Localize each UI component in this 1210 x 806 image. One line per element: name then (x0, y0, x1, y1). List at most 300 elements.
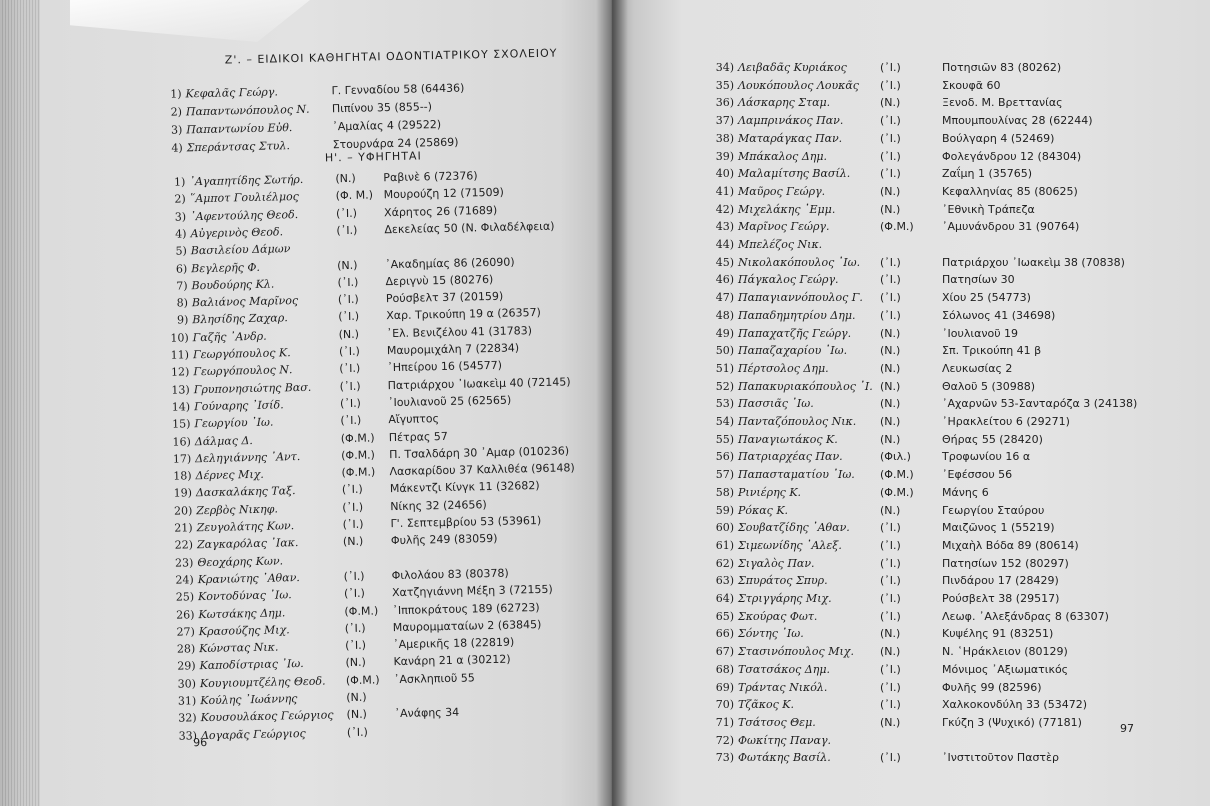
entry-faculty-tag: (Ν.) (338, 327, 360, 341)
entry-number: 39) (715, 149, 734, 163)
entry-name: Μιχελάκης ᾽Εμμ. (738, 202, 836, 216)
entry-address: Βούλγαρη 4 (52469) (942, 131, 1055, 145)
entry-number: 30) (177, 676, 197, 691)
entry-address: ᾽Αμαλίας 4 (29522) (332, 117, 442, 134)
page-number-left: 96 (193, 736, 208, 750)
entry-number: 38) (715, 131, 734, 145)
entry-address: Κανάρη 21 α (30212) (393, 653, 511, 669)
entry-number: 57) (715, 468, 734, 482)
entry-number: 61) (715, 538, 734, 552)
entry-number: 20) (173, 503, 193, 518)
entry-faculty-tag: (Ν.) (880, 379, 901, 393)
entry-address: ᾽Ανάφης 34 (394, 706, 460, 721)
entry-number: 32) (178, 711, 197, 725)
entry-address: Φυλῆς 249 (83059) (390, 532, 498, 548)
entry-faculty-tag: (᾽Ι.) (880, 609, 901, 623)
entry-address: Μουρούζη 12 (71509) (383, 185, 505, 202)
entry-faculty-tag: (Φ.Μ.) (880, 468, 914, 482)
entry-address: ᾽Εθνικὴ Τράπεζα (942, 202, 1035, 216)
entry-address: Γεωργίου Σταύρου (942, 503, 1045, 517)
entry-number: 3) (170, 123, 183, 137)
entry-faculty-tag: (Φιλ.) (880, 450, 911, 464)
entry-faculty-tag: (Ν.) (880, 415, 901, 428)
entry-address: Λασκαρίδου 37 Καλλιθέα (96148) (389, 461, 575, 479)
entry-faculty-tag: (᾽Ι.) (880, 680, 901, 694)
entry-faculty-tag: (᾽Ι.) (337, 275, 359, 289)
entry-name: Κουσουλάκος Γεώργιος (200, 708, 334, 725)
entry-name: Γούναρης ᾽Ισίδ. (193, 398, 284, 414)
entry-number: 45) (715, 255, 734, 269)
entry-name: Μπάκαλος Δημ. (738, 149, 827, 163)
entry-number: 68) (715, 662, 734, 676)
entry-faculty-tag: (᾽Ι.) (339, 362, 361, 376)
entry-name: Φωτάκης Βασίλ. (738, 751, 831, 765)
entry-number: 53) (715, 397, 734, 411)
entry-address: ᾽Ιουλιανοῦ 25 (62565) (387, 393, 512, 410)
entry-faculty-tag: (᾽Ι.) (345, 638, 367, 653)
entry-number: 17) (172, 452, 192, 466)
entry-address: Σκουφᾶ 60 (942, 78, 1001, 92)
entry-number: 65) (715, 609, 734, 623)
entry-address: Πατησίων 152 (80297) (942, 556, 1069, 570)
entry-name: Κοντοδύνας ᾽Ιω. (197, 588, 292, 604)
entry-name: Σιμεωνίδης ᾽Αλεξ. (738, 538, 842, 552)
entry-address: Ξενοδ. Μ. Βρεττανίας (942, 96, 1063, 110)
entry-number: 1) (170, 87, 182, 101)
entry-number: 16) (172, 434, 191, 449)
entry-name: Μαλαμίτσης Βασίλ. (738, 167, 851, 181)
entry-address: Πιπίνου 35 (855--) (331, 100, 433, 116)
entry-name: Ζευγολάτης Κων. (196, 519, 295, 535)
entry-name: ῞Αμποτ Γουλιέλμος (189, 190, 299, 206)
entry-faculty-tag: (Ν.) (880, 326, 901, 340)
entry-name: Τσάτσος Θεμ. (738, 715, 816, 729)
entry-name: Ζερβὸς Νικηφ. (196, 502, 279, 517)
entry-address: Χαρ. Τρικούπη 19 α (26357) (386, 306, 542, 323)
entry-number: 70) (715, 698, 734, 712)
entry-name: Βεγλερῆς Φ. (191, 260, 261, 275)
entry-faculty-tag: (᾽Ι.) (880, 698, 901, 712)
entry-address: Μόνιμος ᾽Αξιωματικός (942, 662, 1069, 676)
entry-name: Μαῦρος Γεώργ. (738, 184, 826, 198)
entry-name: ᾽Αφεντούλης Θεοδ. (189, 207, 299, 223)
entry-address: ᾽Αχαρνῶν 53-Σανταρόζα 3 (24138) (942, 397, 1138, 411)
entry-name: Πατριαρχέας Παν. (738, 450, 843, 464)
entry-faculty-tag: (᾽Ι.) (880, 255, 901, 269)
entry-number: 46) (715, 273, 734, 287)
entry-number: 36) (715, 96, 734, 110)
entry-number: 35) (715, 78, 734, 92)
entry-address: Μαυρομματαίων 2 (63845) (392, 617, 542, 634)
entry-address: ᾽Ιπποκράτους 189 (62723) (392, 600, 540, 617)
entry-address: Ραβινὲ 6 (72376) (383, 169, 478, 185)
entry-faculty-tag: (᾽Ι.) (880, 78, 901, 92)
entry-name: Κουγιουμτζέλης Θεοδ. (199, 674, 326, 690)
entry-faculty-tag: (᾽Ι.) (880, 521, 901, 535)
entry-faculty-tag: (᾽Ι.) (337, 292, 359, 307)
entry-name: Γεωργόπουλος Ν. (193, 363, 293, 379)
subsection-title: Η'. – ΥΦΗΓΗΤΑΙ (324, 149, 422, 165)
page-number-right: 97 (1120, 722, 1134, 735)
entry-number: 7) (176, 279, 188, 293)
entry-faculty-tag: (᾽Ι.) (340, 413, 362, 428)
book-gutter (596, 0, 628, 806)
entry-address: Μαυρομιχάλη 7 (22834) (386, 341, 520, 358)
entry-name: Ματαράγκας Παν. (738, 131, 843, 145)
entry-faculty-tag: (Ν.) (337, 258, 358, 272)
entry-number: 47) (715, 291, 734, 305)
entry-number: 33) (178, 728, 198, 743)
entry-name: Σκούρας Φωτ. (738, 609, 818, 623)
entry-faculty-tag: (᾽Ι.) (880, 131, 901, 145)
entry-faculty-tag: (Φ.Μ.) (341, 448, 376, 462)
entry-address: ᾽Ελ. Βενιζέλου 41 (31783) (386, 323, 533, 340)
list-item (704, 748, 1194, 768)
entry-faculty-tag: (᾽Ι.) (339, 379, 361, 393)
entry-name: Λάσκαρης Σταμ. (738, 96, 831, 110)
section-title: Ζ'. – ΕΙΔΙΚΟΙ ΚΑΘΗΓΗΤΑΙ ΟΔΟΝΤΙΑΤΡΙΚΟΥ ΣΧΟΛΕΙΟΥ (224, 46, 558, 67)
entry-faculty-tag: (᾽Ι.) (338, 344, 360, 359)
entry-address: Λεωφ. ᾽Αλεξάνδρας 8 (63307) (942, 609, 1109, 623)
entry-number: 50) (715, 344, 734, 358)
entry-address: Στουρνάρα 24 (25869) (332, 135, 459, 152)
entry-faculty-tag: (᾽Ι.) (880, 291, 901, 305)
entry-number: 4) (171, 141, 183, 155)
entry-name: Λουκόπουλος Λουκᾶς (738, 78, 859, 92)
entry-name: Τράντας Νικόλ. (738, 680, 828, 694)
entry-number: 18) (173, 469, 192, 483)
entry-number: 58) (715, 485, 734, 499)
entry-number: 43) (715, 220, 734, 234)
entry-address: Χάρητος 26 (71689) (383, 203, 498, 219)
entry-address: Μαιζῶνος 1 (55219) (942, 521, 1055, 535)
entry-address: Ποτησιῶν 83 (80262) (942, 61, 1062, 74)
entry-number: 49) (715, 326, 734, 340)
entry-faculty-tag: (᾽Ι.) (880, 308, 901, 322)
entry-number: 15) (172, 417, 191, 431)
entry-address: Πατριάρχου ᾽Ιωακεὶμ 40 (72145) (387, 374, 571, 392)
entry-address: Μιχαὴλ Βόδα 89 (80614) (942, 538, 1079, 552)
entry-number: 56) (715, 450, 734, 464)
entry-address: Φιλολάου 83 (80378) (391, 566, 509, 583)
entry-name: Λογαρᾶς Γεώργιος (200, 726, 306, 742)
entry-number: 42) (715, 202, 734, 216)
entry-address: Νίκης 32 (24656) (390, 497, 487, 513)
entry-name: Σιγαλὸς Παν. (738, 556, 815, 570)
entry-name: Σπεράντσας Στυλ. (186, 139, 291, 155)
entry-number: 64) (715, 592, 734, 605)
entry-name: Γρυπονησιώτης Βασ. (193, 380, 312, 396)
entry-faculty-tag: (᾽Ι.) (880, 592, 901, 605)
entry-faculty-tag: (᾽Ι.) (342, 517, 364, 532)
entry-number: 60) (715, 521, 734, 535)
entry-name: Παπαζαχαρίου ᾽Ιω. (738, 344, 848, 358)
entry-name: Βασιλείου Δάμων (190, 242, 291, 258)
entry-number: 59) (715, 503, 734, 517)
entry-faculty-tag: (᾽Ι.) (880, 167, 901, 181)
entry-faculty-tag: (Ν.) (342, 535, 364, 549)
entry-name: Λαμπρινάκος Παν. (738, 114, 844, 128)
entry-address: Θήρας 55 (28420) (942, 432, 1043, 446)
entry-name: Παπασταματίου ᾽Ιω. (738, 468, 855, 482)
entry-address: Κυψέλης 91 (83251) (942, 627, 1054, 641)
entry-name: Κώνστας Νικ. (199, 640, 279, 656)
entry-number: 44) (715, 238, 734, 251)
entry-faculty-tag: (Φ.Μ.) (345, 673, 380, 687)
entry-faculty-tag: (᾽Ι.) (336, 223, 358, 238)
entry-address: Γ. Γενναδίου 58 (64436) (331, 81, 465, 98)
entry-number: 63) (715, 574, 734, 588)
entry-name: Σπυράτος Σπυρ. (738, 574, 828, 588)
entry-faculty-tag: (Φ.Μ.) (880, 485, 914, 499)
entry-address: Μπουμπουλίνας 28 (62244) (942, 114, 1093, 128)
entry-name: ᾽Αγαπητίδης Σωτήρ. (189, 172, 304, 189)
entry-name: Πάγκαλος Γεώργ. (738, 273, 839, 287)
entry-address: Ρούσβελτ 38 (29517) (942, 592, 1060, 605)
entry-number: 13) (171, 382, 190, 397)
entry-faculty-tag: (᾽Ι.) (342, 500, 364, 514)
entry-name: Κρασούζης Μιχ. (198, 623, 290, 638)
entry-name: Δέρνες Μιχ. (195, 467, 264, 483)
entry-faculty-tag: (Ν.) (880, 503, 901, 517)
entry-number: 37) (715, 114, 734, 128)
entry-address: Δεριγνὺ 15 (80276) (385, 272, 494, 288)
entry-number: 40) (715, 167, 734, 181)
entry-name: Θεοχάρης Κων. (197, 553, 284, 569)
entry-name: Φωκίτης Παναγ. (738, 733, 832, 747)
entry-name: Μαρῖνος Γεώργ. (738, 220, 830, 234)
entry-faculty-tag: (᾽Ι.) (335, 206, 358, 220)
entry-faculty-tag: (᾽Ι.) (341, 483, 363, 497)
entry-name: Γεωργίου ᾽Ιω. (194, 415, 274, 431)
entry-faculty-tag: (Ν.) (346, 707, 368, 722)
entry-number: 29) (177, 659, 196, 674)
entry-number: 2) (170, 105, 183, 119)
entry-address: Πέτρας 57 (388, 429, 448, 444)
entry-faculty-tag: (Ν.) (880, 344, 901, 358)
entry-number: 34) (715, 61, 734, 74)
entry-faculty-tag: (᾽Ι.) (338, 310, 360, 324)
entry-address: Πινδάρου 17 (28429) (942, 574, 1059, 588)
entry-name: Σουβατζίδης ᾽Αθαν. (738, 521, 850, 535)
entry-number: 52) (715, 379, 734, 393)
entry-faculty-tag: (Ν.) (880, 202, 901, 216)
entry-faculty-tag: (᾽Ι.) (880, 538, 901, 552)
entry-faculty-tag: (Ν.) (345, 656, 366, 670)
entry-name: Κούλης ᾽Ιωάννης (200, 692, 298, 708)
entry-number: 69) (715, 680, 734, 694)
entry-name: Παναγιωτάκος Κ. (738, 432, 838, 446)
entry-name: Καποδίστριας ᾽Ιω. (199, 657, 304, 673)
entry-faculty-tag: (᾽Ι.) (880, 751, 901, 765)
entry-address: Ζαΐμη 1 (35765) (942, 167, 1033, 181)
entry-faculty-tag: (᾽Ι.) (880, 61, 901, 74)
entry-address: Ν. ῾Ηράκλειον (80129) (942, 645, 1068, 659)
entry-number: 12) (170, 365, 190, 379)
entry-name: Πέρτσολος Δημ. (738, 361, 829, 375)
entry-address: ᾽Ιουλιανοῦ 19 (942, 326, 1019, 340)
entry-address: Φολεγάνδρου 12 (84304) (942, 149, 1082, 163)
entry-number: 11) (170, 348, 190, 362)
entry-faculty-tag: (Φ.Μ.) (344, 603, 379, 618)
entry-name: Πασσιᾶς ᾽Ιω. (738, 397, 814, 411)
entry-name: Αὐγερινὸς Θεοδ. (190, 225, 284, 241)
entry-faculty-tag: (Φ.Μ.) (340, 430, 375, 445)
entry-name: Παπαγιαννόπουλος Γ. (738, 291, 863, 305)
entry-address: Θαλοῦ 5 (30988) (942, 379, 1036, 393)
entry-address: Αἴγυπτος (388, 412, 440, 427)
entry-number: 27) (176, 625, 195, 639)
entry-faculty-tag: (᾽Ι.) (880, 149, 901, 163)
entry-address: ᾽Ινστιτοῦτον Παστὲρ (942, 751, 1059, 765)
entry-name: Παπακυριακόπουλος ᾽Ι. (738, 379, 873, 393)
entry-address: Π. Τσαλδάρη 30 ᾽Αμαρ (010236) (389, 444, 570, 461)
entry-faculty-tag: (Ν.) (880, 627, 901, 641)
entry-name: Νικολακόπουλος ᾽Ιω. (738, 255, 861, 269)
entry-number: 48) (715, 308, 734, 322)
entry-address: Λευκωσίας 2 (942, 361, 1013, 375)
entry-name: Τσατσάκος Δημ. (738, 662, 830, 676)
entry-name: Γεωργόπουλος Κ. (192, 346, 291, 362)
right-page (612, 0, 1210, 806)
entry-faculty-tag: (Ν.) (880, 184, 901, 198)
entry-number: 5) (175, 244, 187, 258)
entry-name: Βαλιάνος Μαρῖνος (191, 294, 299, 310)
entry-address: ᾽Ηρακλείτου 6 (29271) (942, 415, 1070, 428)
entry-faculty-tag: (Ν.) (335, 171, 356, 186)
entry-number: 72) (715, 733, 734, 747)
entry-address: ᾽Αμερικῆς 18 (22819) (393, 635, 515, 652)
entry-faculty-tag: (᾽Ι.) (346, 725, 368, 739)
entry-address: Μάνης 6 (942, 485, 989, 499)
entry-name: Λειβαδᾶς Κυριάκος (738, 61, 847, 74)
entry-name: Στασινόπουλος Μιχ. (738, 645, 854, 659)
entry-address: Πατησίων 30 (942, 273, 1015, 287)
entry-number: 31) (177, 694, 197, 708)
entry-number: 51) (715, 361, 734, 375)
entry-name: Ρόκας Κ. (738, 503, 789, 517)
entry-number: 67) (715, 645, 734, 659)
entry-number: 4) (175, 227, 187, 241)
entry-number: 2) (174, 192, 186, 206)
entry-faculty-tag: (᾽Ι.) (339, 396, 362, 411)
entry-faculty-tag: (Ν.) (880, 432, 901, 446)
entry-name: Στριγγάρης Μιχ. (738, 592, 832, 605)
entry-name: Τζᾶκος Κ. (738, 698, 794, 712)
entry-faculty-tag: (᾽Ι.) (343, 569, 365, 584)
entry-name: Μπελέζος Νικ. (738, 238, 823, 251)
entry-number: 73) (715, 751, 734, 765)
entry-faculty-tag: (Ν.) (880, 96, 901, 110)
entry-number: 28) (176, 642, 196, 656)
entry-address: Σπ. Τρικούπη 41 β (942, 344, 1042, 358)
entry-address: Μάκεντζι Κίνγκ 11 (32682) (389, 479, 540, 496)
entry-name: Δάλμας Δ. (194, 433, 253, 448)
entry-number: 26) (176, 607, 195, 622)
entry-number: 24) (175, 573, 194, 587)
entry-address: Ρούσβελτ 37 (20159) (385, 289, 504, 306)
entry-name: Σόντης ᾽Ιω. (738, 627, 804, 641)
entry-name: Ρινιέρης Κ. (738, 485, 802, 499)
entry-faculty-tag: (᾽Ι.) (880, 662, 901, 676)
entry-number: 19) (173, 486, 193, 501)
entry-faculty-tag: (᾽Ι.) (344, 621, 366, 635)
entry-address: Τροφωνίου 16 α (942, 450, 1031, 464)
entry-address: Πατριάρχου ᾽Ιωακεὶμ 38 (70838) (942, 255, 1125, 269)
entry-number: 62) (715, 556, 734, 570)
entry-faculty-tag: (Ν.) (346, 690, 367, 705)
entry-faculty-tag: (᾽Ι.) (880, 574, 901, 588)
entry-name: Βουδούρης Κλ. (191, 277, 275, 293)
entry-faculty-tag: (Ν.) (880, 361, 901, 375)
entry-address: Χατζηγιάννη Μέξη 3 (72155) (391, 582, 553, 600)
entry-faculty-tag: (Ν.) (880, 397, 901, 411)
entry-faculty-tag: (᾽Ι.) (880, 273, 901, 287)
entry-address: Χίου 25 (54773) (942, 291, 1031, 305)
entry-number: 10) (170, 331, 189, 345)
entry-name: Παπαδημητρίου Δημ. (738, 308, 856, 322)
entry-address: ᾽Ασκληπιοῦ 55 (393, 671, 475, 686)
entry-address: ᾽Εφέσσου 56 (942, 468, 1013, 482)
entry-faculty-tag: (᾽Ι.) (343, 586, 366, 601)
entry-number: 54) (715, 415, 734, 428)
entry-number: 25) (175, 590, 195, 604)
entry-name: Κεφαλᾶς Γεώργ. (185, 85, 279, 101)
entry-address: Κεφαλληνίας 85 (80625) (942, 184, 1078, 198)
entry-address: ᾽Αμυνάνδρου 31 (90764) (942, 220, 1080, 234)
entry-faculty-tag: (Φ.Μ.) (341, 465, 376, 480)
entry-address: Χαλκοκονδύλη 33 (53472) (942, 698, 1088, 712)
entry-address: ᾽Ηπείρου 16 (54577) (387, 359, 503, 375)
entry-number: 21) (174, 521, 193, 535)
entry-number: 8) (176, 296, 189, 310)
entry-faculty-tag: (Φ.Μ.) (880, 220, 914, 234)
entry-number: 22) (174, 538, 194, 552)
entry-address: Γ'. Σεπτεμβρίου 53 (53961) (390, 513, 542, 531)
entry-number: 71) (715, 715, 734, 729)
entry-name: Δασκαλάκης Ταξ. (195, 484, 296, 500)
entry-address: Φυλῆς 99 (82596) (942, 680, 1042, 694)
entry-faculty-tag: (Ν.) (880, 715, 901, 729)
entry-name: Κωτσάκης Δημ. (198, 605, 286, 621)
entry-address: Σόλωνος 41 (34698) (942, 308, 1056, 322)
entry-faculty-tag: (᾽Ι.) (880, 114, 901, 128)
entry-address: ᾽Ακαδημίας 86 (26090) (385, 254, 515, 271)
entry-number: 41) (715, 184, 734, 198)
entry-number: 14) (171, 400, 191, 414)
entry-number: 55) (715, 432, 734, 446)
entry-number: 1) (173, 175, 186, 189)
entry-name: Ζαγκαρόλας ᾽Ιακ. (196, 536, 299, 552)
entry-address: Γκύζη 3 (Ψυχικό) (77181) (942, 715, 1082, 729)
entry-number: 66) (715, 627, 734, 641)
entry-name: Παπαντωνίου Εὐθ. (186, 121, 293, 137)
entry-number: 3) (174, 209, 187, 224)
entry-name: Παπαχατζῆς Γεώργ. (738, 326, 852, 340)
entry-faculty-tag: (Φ. Μ.) (335, 188, 374, 203)
entry-name: Γαζῆς ᾽Ανδρ. (192, 329, 267, 344)
entry-name: Πανταζόπουλος Νικ. (738, 415, 857, 428)
entry-name: Βλησίδης Ζαχαρ. (192, 311, 288, 327)
entry-number: 6) (175, 261, 188, 276)
entry-name: Κρανιώτης ᾽Αθαν. (197, 570, 300, 587)
entry-address: Δεκελείας 50 (Ν. Φιλαδέλφεια) (384, 219, 555, 237)
entry-number: 9) (176, 313, 189, 327)
entry-name: Παπαντωνόπουλος Ν. (185, 102, 310, 119)
entry-faculty-tag: (Ν.) (880, 645, 901, 659)
entry-name: Δεληγιάννης ᾽Αντ. (195, 449, 301, 466)
entry-faculty-tag: (᾽Ι.) (880, 556, 901, 570)
